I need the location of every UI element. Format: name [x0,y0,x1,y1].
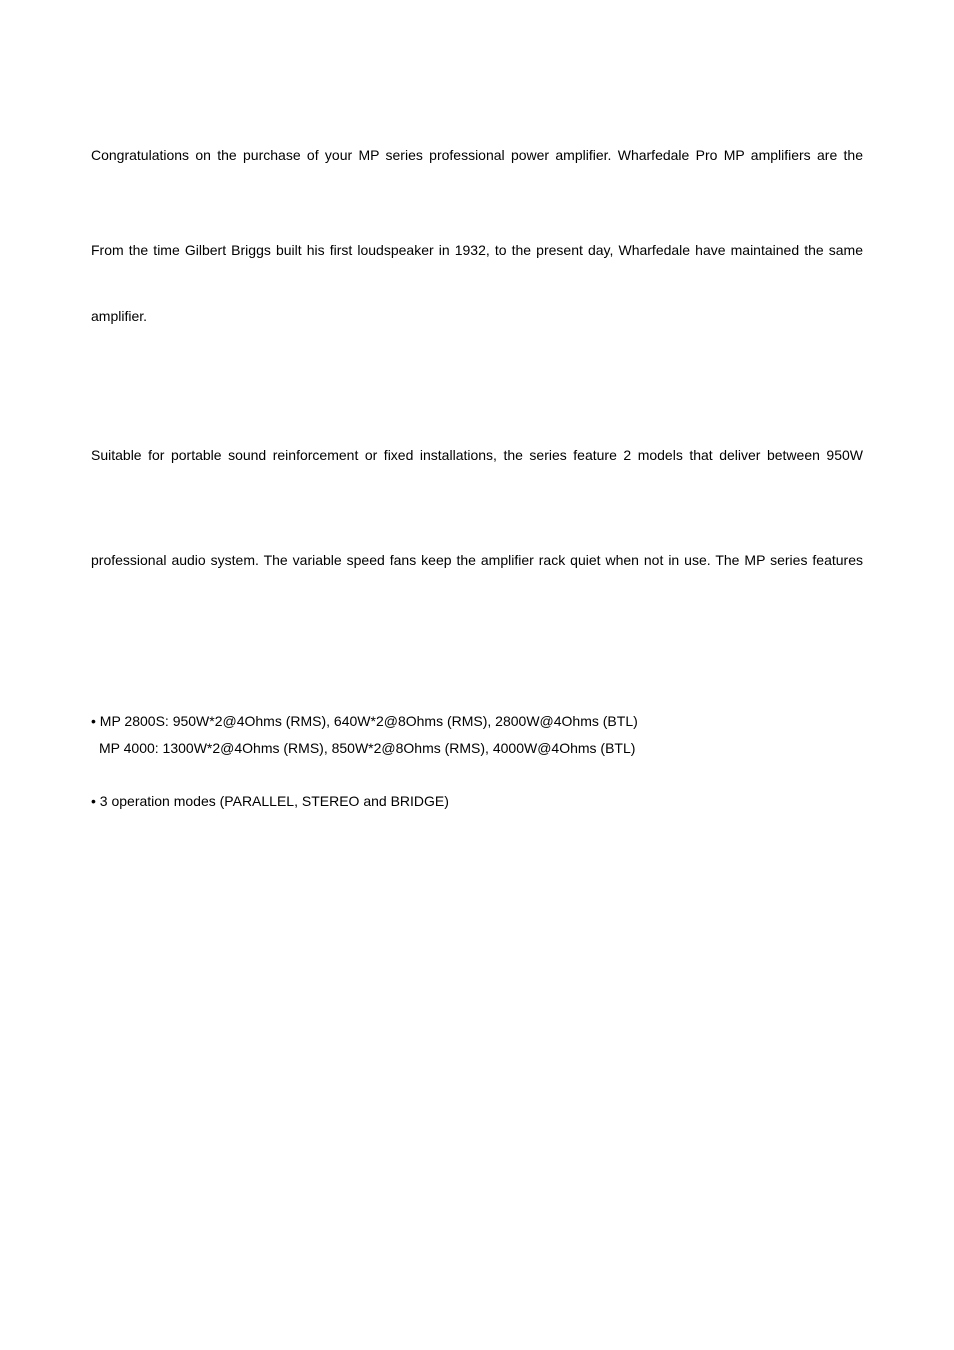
history-paragraph-line: amplifier. [91,308,148,324]
feature-item-power-mp2800s: • MP 2800S: 950W*2@4Ohms (RMS), 640W*2@8Ohms (RMS), 2800W@4Ohms (BTL) [91,713,638,729]
feature-item-power-mp4000: MP 4000: 1300W*2@4Ohms (RMS), 850W*2@8Ohms (RMS), 4000W@4Ohms (BTL) [99,740,636,756]
intro-paragraph-line: Congratulations on the purchase of your MP series professional power amplifier. Wharfedale Pro MP amplifiers are the [91,147,863,163]
applications-paragraph-line: Suitable for portable sound reinforcement or fixed installations, the series feature 2 models that deliver between 950W [91,447,863,463]
history-paragraph-line: From the time Gilbert Briggs built his first loudspeaker in 1932, to the present day, Wharfedale have maintained the same [91,242,863,258]
feature-item-operation-modes: • 3 operation modes (PARALLEL, STEREO and BRIDGE) [91,793,449,809]
applications-paragraph-line: professional audio system. The variable speed fans keep the amplifier rack quiet when not in use. The MP series features [91,552,863,568]
